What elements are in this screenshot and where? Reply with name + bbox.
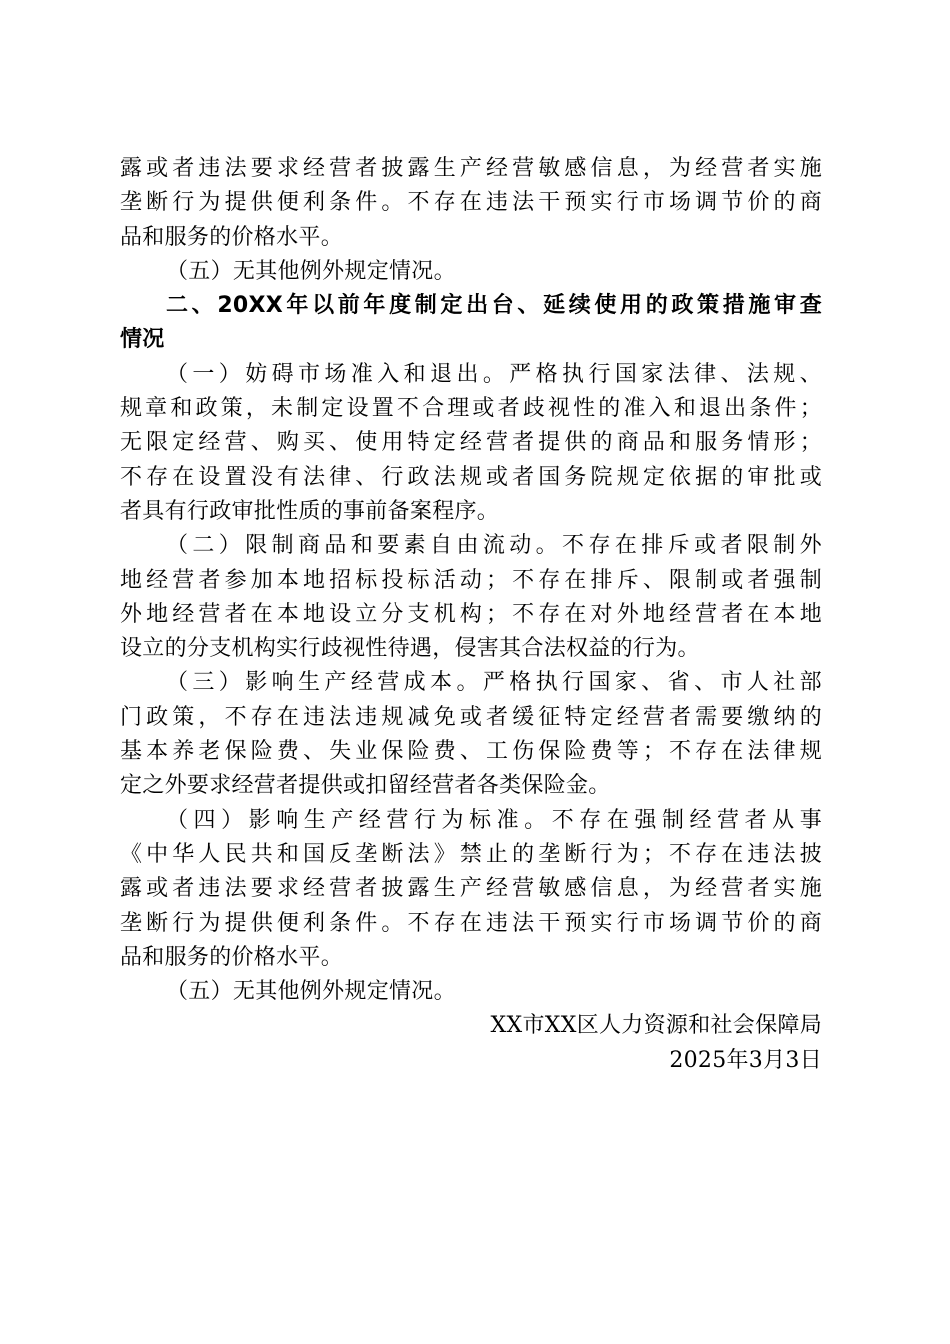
document-page: [120, 152, 822, 1078]
heading-line: 二、20XX年以前年度制定出台、延续使用的政策措施审查: [166, 293, 822, 319]
text-line: 无限定经营、购买、使用特定经营者提供的商品和服务情形；: [120, 430, 822, 456]
text-line: （二）限制商品和要素自由流动。不存在排斥或者限制外: [166, 533, 822, 559]
text-line: 基本养老保险费、失业保险费、工伤保险费等；不存在法律规: [120, 739, 822, 765]
text-line: 设立的分支机构实行歧视性待遇，侵害其合法权益的行为。: [120, 636, 700, 662]
text-line: 《中华人民共和国反垄断法》禁止的垄断行为；不存在违法披: [120, 841, 822, 867]
signature-date: 2025年3月3日: [669, 1047, 822, 1073]
text-line: 定之外要求经营者提供或扣留经营者各类保险金。: [120, 773, 611, 799]
text-line: 垄断行为提供便利条件。不存在违法干预实行市场调节价的商: [120, 190, 822, 216]
text-line: 规章和政策，未制定设置不合理或者歧视性的准入和退出条件；: [120, 396, 822, 422]
text-line: 门政策，不存在违法违规减免或者缓征特定经营者需要缴纳的: [120, 704, 822, 730]
text-line: （三）影响生产经营成本。严格执行国家、省、市人社部: [166, 670, 822, 696]
item-four: [120, 804, 822, 975]
text-line: 地经营者参加本地招标投标活动；不存在排斥、限制或者强制: [120, 567, 822, 593]
item-five-second: （五）无其他例外规定情况。: [166, 979, 456, 1005]
item-three: [120, 666, 822, 803]
text-line: 外地经营者在本地设立分支机构；不存在对外地经营者在本地: [120, 601, 822, 627]
text-line: 露或者违法要求经营者披露生产经营敏感信息，为经营者实施: [120, 876, 822, 902]
heading-line: 情况: [120, 327, 165, 353]
text-line: 品和服务的价格水平。: [120, 224, 344, 250]
text-line: 者具有行政审批性质的事前备案程序。: [120, 498, 500, 524]
text-line: 垄断行为提供便利条件。不存在违法干预实行市场调节价的商: [120, 910, 822, 936]
paragraph-top: [120, 152, 822, 255]
item-five-first: （五）无其他例外规定情况。: [166, 258, 456, 284]
signature-org: XX市XX区人力资源和社会保障局: [490, 1013, 822, 1039]
section-two-heading: [120, 289, 822, 358]
item-two: [120, 529, 822, 666]
text-line: 不存在设置没有法律、行政法规或者国务院规定依据的审批或: [120, 464, 822, 490]
item-one: [120, 358, 822, 529]
text-line: 品和服务的价格水平。: [120, 944, 344, 970]
text-line: 露或者违法要求经营者披露生产经营敏感信息，为经营者实施: [120, 156, 822, 181]
text-line: （一）妨碍市场准入和退出。严格执行国家法律、法规、: [166, 361, 822, 387]
text-line: （四）影响生产经营行为标准。不存在强制经营者从事: [166, 807, 822, 833]
